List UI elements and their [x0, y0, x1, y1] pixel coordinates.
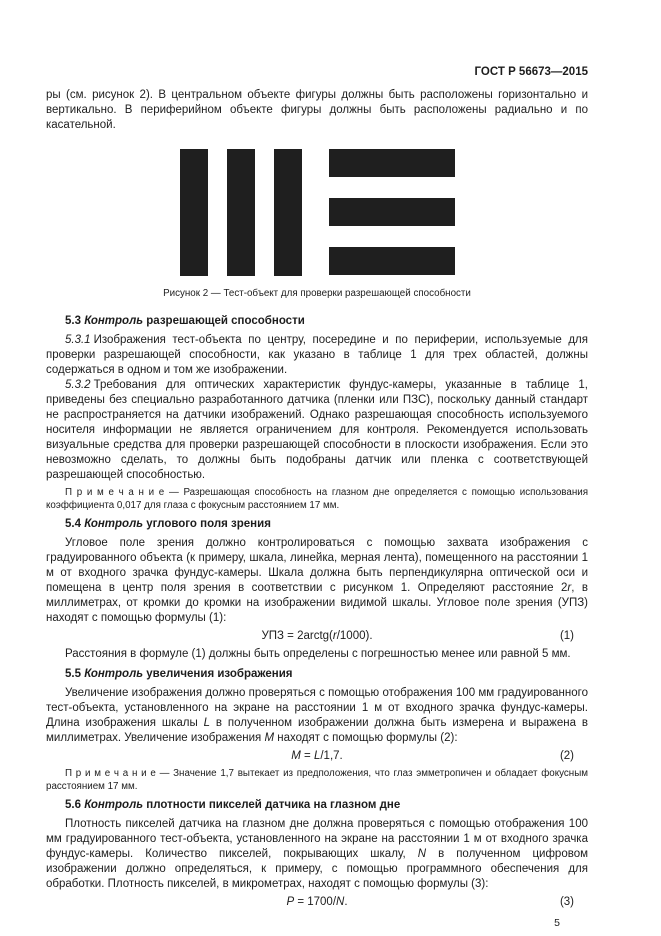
figure-caption: Рисунок 2 — Тест-объект для проверки разрешающей способности [163, 288, 471, 299]
paragraph-5-4-text-b: , в миллиметрах, от кромки до кромки на изображении видимой шкалы. Угловое поле зрения (УПЗ) находят с помощью формулы (1): [46, 582, 588, 624]
paragraph-5-4-variable: r [567, 582, 572, 594]
horizontal-bar [329, 247, 455, 275]
formula-3-post: . [344, 896, 348, 908]
formula-1-pre: УПЗ = 2arctg( [261, 630, 333, 642]
paragraph-5-6-variable-n: N [417, 848, 427, 860]
paragraph-5-5-text-a: Увеличение изображения должно проверяться с помощью отображения 100 мм градуированного тест-объекта, установленного на экране на расстоянии 1 м от входного зрачка фундус-камеры. Длина изображения шкалы [46, 687, 588, 729]
section-5-6-title-rest: плотности пикселей датчика на глазном дне [146, 799, 401, 811]
section-5-3-title-italic: Контроль [84, 315, 144, 327]
section-5-6-title-italic: Контроль [84, 799, 144, 811]
formula-3-variable-n: N [336, 896, 345, 908]
formula-2-post: /1,7. [320, 750, 343, 762]
clause-5-3-1-number: 5.3.1 [65, 334, 91, 346]
document-header: ГОСТ Р 56673—2015 [474, 66, 588, 78]
formula-2-number: (2) [559, 750, 574, 762]
formula-3 [46, 895, 588, 910]
section-5-5-title-italic: Контроль [84, 668, 144, 680]
section-5-6-heading [46, 798, 588, 812]
paragraph-5-5-variable-l: L [203, 717, 211, 729]
formula-2-expression [291, 750, 343, 762]
paragraph-5-5-text-c: находят с помощью формулы (2): [274, 732, 458, 744]
formula-2-variable-m: M [291, 750, 301, 762]
vertical-bars-group [180, 149, 302, 276]
section-5-3-number: 5.3 [65, 315, 81, 327]
formula-1-post: /1000). [336, 630, 373, 642]
horizontal-bar [329, 198, 455, 226]
section-5-6-number: 5.6 [65, 799, 81, 811]
formula-3-number: (3) [559, 896, 574, 908]
section-5-3-heading [46, 314, 588, 328]
section-5-4-title-rest: углового поля зрения [146, 518, 271, 530]
clause-5-3-2-text: Требования для оптических характеристик фундус-камеры, указанные в таблице 1, приведены без специально разработанного датчика (пленки или ПЗС), поскольку данный стандарт не распространяется на датчики изображений. Однако разрешающая способность используемого носителя информации не является ограничением для контроля. Рекомендуется использовать визуальные средства для проверки разрешающей способности в плоскости изображения. Если это невозможно сделать, то должны быть подобраны датчик или пленка с соответствующей разрешающей способностью. [46, 379, 588, 481]
clause-5-3-1-text: Изображения тест-объекта по центру, посередине и по периферии, используемые для проверки разрешающей способности, как указано в таблице 1 для трех областей, должны содержаться в одном и том же изображении. [46, 334, 588, 376]
note-5-5-text: — Значение 1,7 вытекает из предположения, что глаз эмметропичен и обладает фокусным расстоянием 17 мм. [46, 768, 588, 792]
paragraph-5-6-text-b: в полученном цифровом изображении должно определяться, к примеру, с помощью программного обеспечения для обработки. Плотность пикселей, в микрометрах, находят с помощью формулы (3): [46, 848, 588, 890]
formula-1-number: (1) [559, 630, 574, 642]
intro-paragraph: ры (см. рисунок 2). В центральном объекте фигуры должны быть расположены горизонтально и вертикально. В периферийном объекте фигуры должны быть расположены радиально и по касательной. [46, 89, 588, 131]
formula-2-mid: = [300, 750, 314, 762]
section-5-4-heading [46, 517, 588, 531]
clause-5-3-2-number: 5.3.2 [65, 379, 91, 391]
note-5-5-label: П р и м е ч а н и е [65, 768, 156, 779]
vertical-bar [227, 149, 255, 276]
section-5-5-heading [46, 667, 588, 681]
formula-1 [46, 629, 588, 644]
section-5-3-title-rest: разрешающей способности [146, 315, 305, 327]
section-5-5-number: 5.5 [65, 668, 81, 680]
horizontal-bar [329, 149, 455, 177]
vertical-bar [180, 149, 208, 276]
paragraph-5-6 [46, 817, 588, 892]
vertical-bar [274, 149, 302, 276]
section-5-4-number: 5.4 [65, 518, 81, 530]
paragraph-5-4-text-a: Угловое поле зрения должно контролироваться с помощью захвата изображения с градуированного объекта (к примеру, шкала, линейка, мерная лента), помещенного на расстоянии 1 м от входного зрачка фундус-камеры. Шкала должна быть перпендикулярна оптической оси и помещена в центр поля зрения в соответствии с рисунком 1. Определяют расстояние 2 [46, 537, 588, 594]
formula-3-mid: = 1700/ [294, 896, 337, 908]
paragraph-5-4-accuracy: Расстояния в формуле (1) должны быть определены с погрешностью менее или равной 5 мм. [65, 648, 571, 660]
section-5-4-title-italic: Контроль [84, 518, 144, 530]
note-5-5 [46, 767, 588, 793]
paragraph-5-5 [46, 686, 588, 746]
paragraph-5-5-variable-m: M [264, 732, 275, 744]
section-5-5-title-rest: увеличения изображения [146, 668, 293, 680]
formula-3-expression [286, 896, 347, 908]
note-5-3-text: — Разрешающая способность на глазном дне определяется с помощью использования коэффициента 0,017 для глаза с фокусным расстоянием 17 мм. [46, 487, 589, 511]
paragraph-5-4 [46, 536, 588, 626]
paragraph-5-3-1 [46, 333, 588, 378]
formula-1-variable: r [332, 630, 337, 642]
formula-3-variable-p: P [286, 896, 295, 908]
page-number: 5 [554, 917, 560, 929]
formula-1-expression [261, 630, 372, 642]
note-5-3-label: П р и м е ч а н и е [65, 487, 165, 498]
formula-2 [46, 749, 588, 764]
paragraph-5-6-text-a: Плотность пикселей датчика на глазном дне должна проверяться с помощью отображения 100 мм градуированного тест-объекта, установленного на экране на расстоянии 1 м от входного зрачка фундус-камеры. Количество пикселей, покрывающих шкалу, [46, 818, 588, 860]
paragraph-5-3-2 [46, 378, 588, 483]
paragraph-5-5-text-b: в полученном изображении должна быть измерена и выражена в миллиметрах. Увеличение изображения [46, 717, 588, 744]
page-content [46, 66, 588, 930]
test-object-figure [46, 149, 588, 276]
formula-2-variable-l: L [313, 750, 321, 762]
note-5-3 [46, 486, 588, 512]
horizontal-bars-group [329, 149, 455, 275]
